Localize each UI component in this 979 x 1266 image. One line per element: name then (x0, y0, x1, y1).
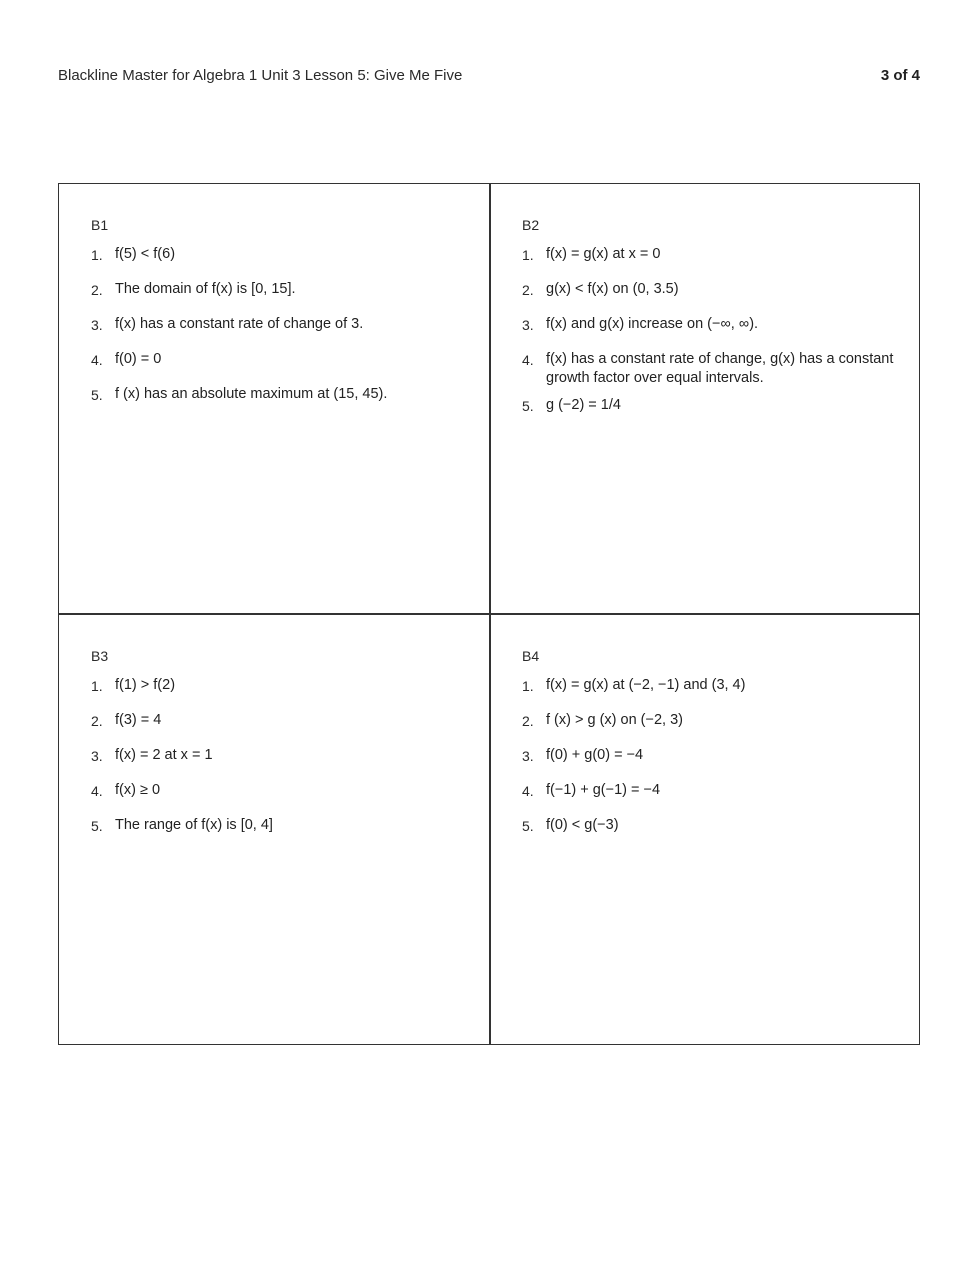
statement-text: f (x) has an absolute maximum at (15, 45). (115, 386, 388, 402)
item-number: 4. (522, 783, 534, 799)
item-number: 1. (522, 678, 534, 694)
item-number: 3. (91, 748, 103, 764)
item-number: 1. (522, 247, 534, 263)
card-label: B3 (91, 648, 109, 664)
item-number: 4. (522, 352, 534, 368)
list-item (91, 676, 469, 703)
list-item (522, 746, 900, 773)
item-number: 1. (91, 247, 103, 263)
item-number: 2. (522, 713, 534, 729)
item-number: 2. (91, 282, 103, 298)
card-b3 (59, 615, 489, 1045)
statement-list (91, 676, 469, 843)
card-b4 (490, 615, 920, 1045)
list-item (91, 350, 469, 377)
list-item (91, 711, 469, 738)
item-number: 3. (522, 317, 534, 333)
list-item (522, 711, 900, 738)
statement-text: f(−1) + g(−1) = −4 (546, 782, 661, 798)
card-label: B2 (522, 217, 540, 233)
list-item (91, 816, 469, 843)
list-item (522, 315, 900, 342)
statement-text: f (x) > g (x) on (−2, 3) (546, 712, 683, 728)
item-number: 5. (91, 387, 103, 403)
list-item (91, 245, 469, 272)
statement-text: f(x) = g(x) at (−2, −1) and (3, 4) (546, 677, 746, 693)
document-title: Blackline Master for Algebra 1 Unit 3 Lesson 5: Give Me Five (58, 67, 463, 84)
statement-text: f(x) = 2 at x = 1 (115, 747, 213, 763)
statement-text: g (−2) = 1/4 (546, 397, 621, 413)
list-item (91, 385, 469, 412)
list-item (91, 746, 469, 773)
card-grid (58, 183, 920, 1045)
item-number: 2. (522, 282, 534, 298)
item-number: 4. (91, 783, 103, 799)
item-number: 1. (91, 678, 103, 694)
item-number: 5. (522, 818, 534, 834)
item-number: 2. (91, 713, 103, 729)
list-item (91, 315, 469, 342)
statement-text: g(x) < f(x) on (0, 3.5) (546, 281, 679, 297)
item-number: 5. (522, 398, 534, 414)
statement-text: f(0) < g(−3) (546, 817, 619, 833)
card-b2 (490, 184, 920, 614)
statement-text: f(1) > f(2) (115, 677, 176, 693)
list-item (91, 280, 469, 307)
item-number: 3. (91, 317, 103, 333)
card-label: B1 (91, 217, 109, 233)
item-number: 4. (91, 352, 103, 368)
statement-text: f(x) has a constant rate of change, g(x) has a constant growth factor over equal intervals. (546, 351, 898, 386)
page-number: 3 of 4 (880, 67, 920, 84)
list-item (522, 781, 900, 808)
list-item (522, 350, 900, 388)
item-number: 3. (522, 748, 534, 764)
statement-text: f(x) = g(x) at x = 0 (546, 246, 661, 262)
statement-text: f(x) and g(x) increase on (−∞, ∞). (546, 316, 759, 332)
statement-text: The domain of f(x) is [0, 15]. (115, 281, 296, 297)
statement-text: f(x) has a constant rate of change of 3. (115, 316, 364, 332)
statement-text: The range of f(x) is [0, 4] (115, 817, 273, 833)
statement-text: f(x) ≥ 0 (115, 782, 161, 798)
statement-list (522, 676, 900, 843)
statement-text: f(3) = 4 (115, 712, 162, 728)
statement-list (91, 245, 469, 412)
statement-text: f(0) = 0 (115, 351, 162, 367)
card-b1 (59, 184, 489, 614)
statement-text: f(5) < f(6) (115, 246, 176, 262)
list-item (522, 676, 900, 703)
list-item (522, 396, 900, 423)
list-item (522, 816, 900, 843)
list-item (91, 781, 469, 808)
statement-text: f(0) + g(0) = −4 (546, 747, 644, 763)
item-number: 5. (91, 818, 103, 834)
list-item (522, 280, 900, 307)
statement-list (522, 245, 900, 423)
card-label: B4 (522, 648, 540, 664)
list-item (522, 245, 900, 272)
